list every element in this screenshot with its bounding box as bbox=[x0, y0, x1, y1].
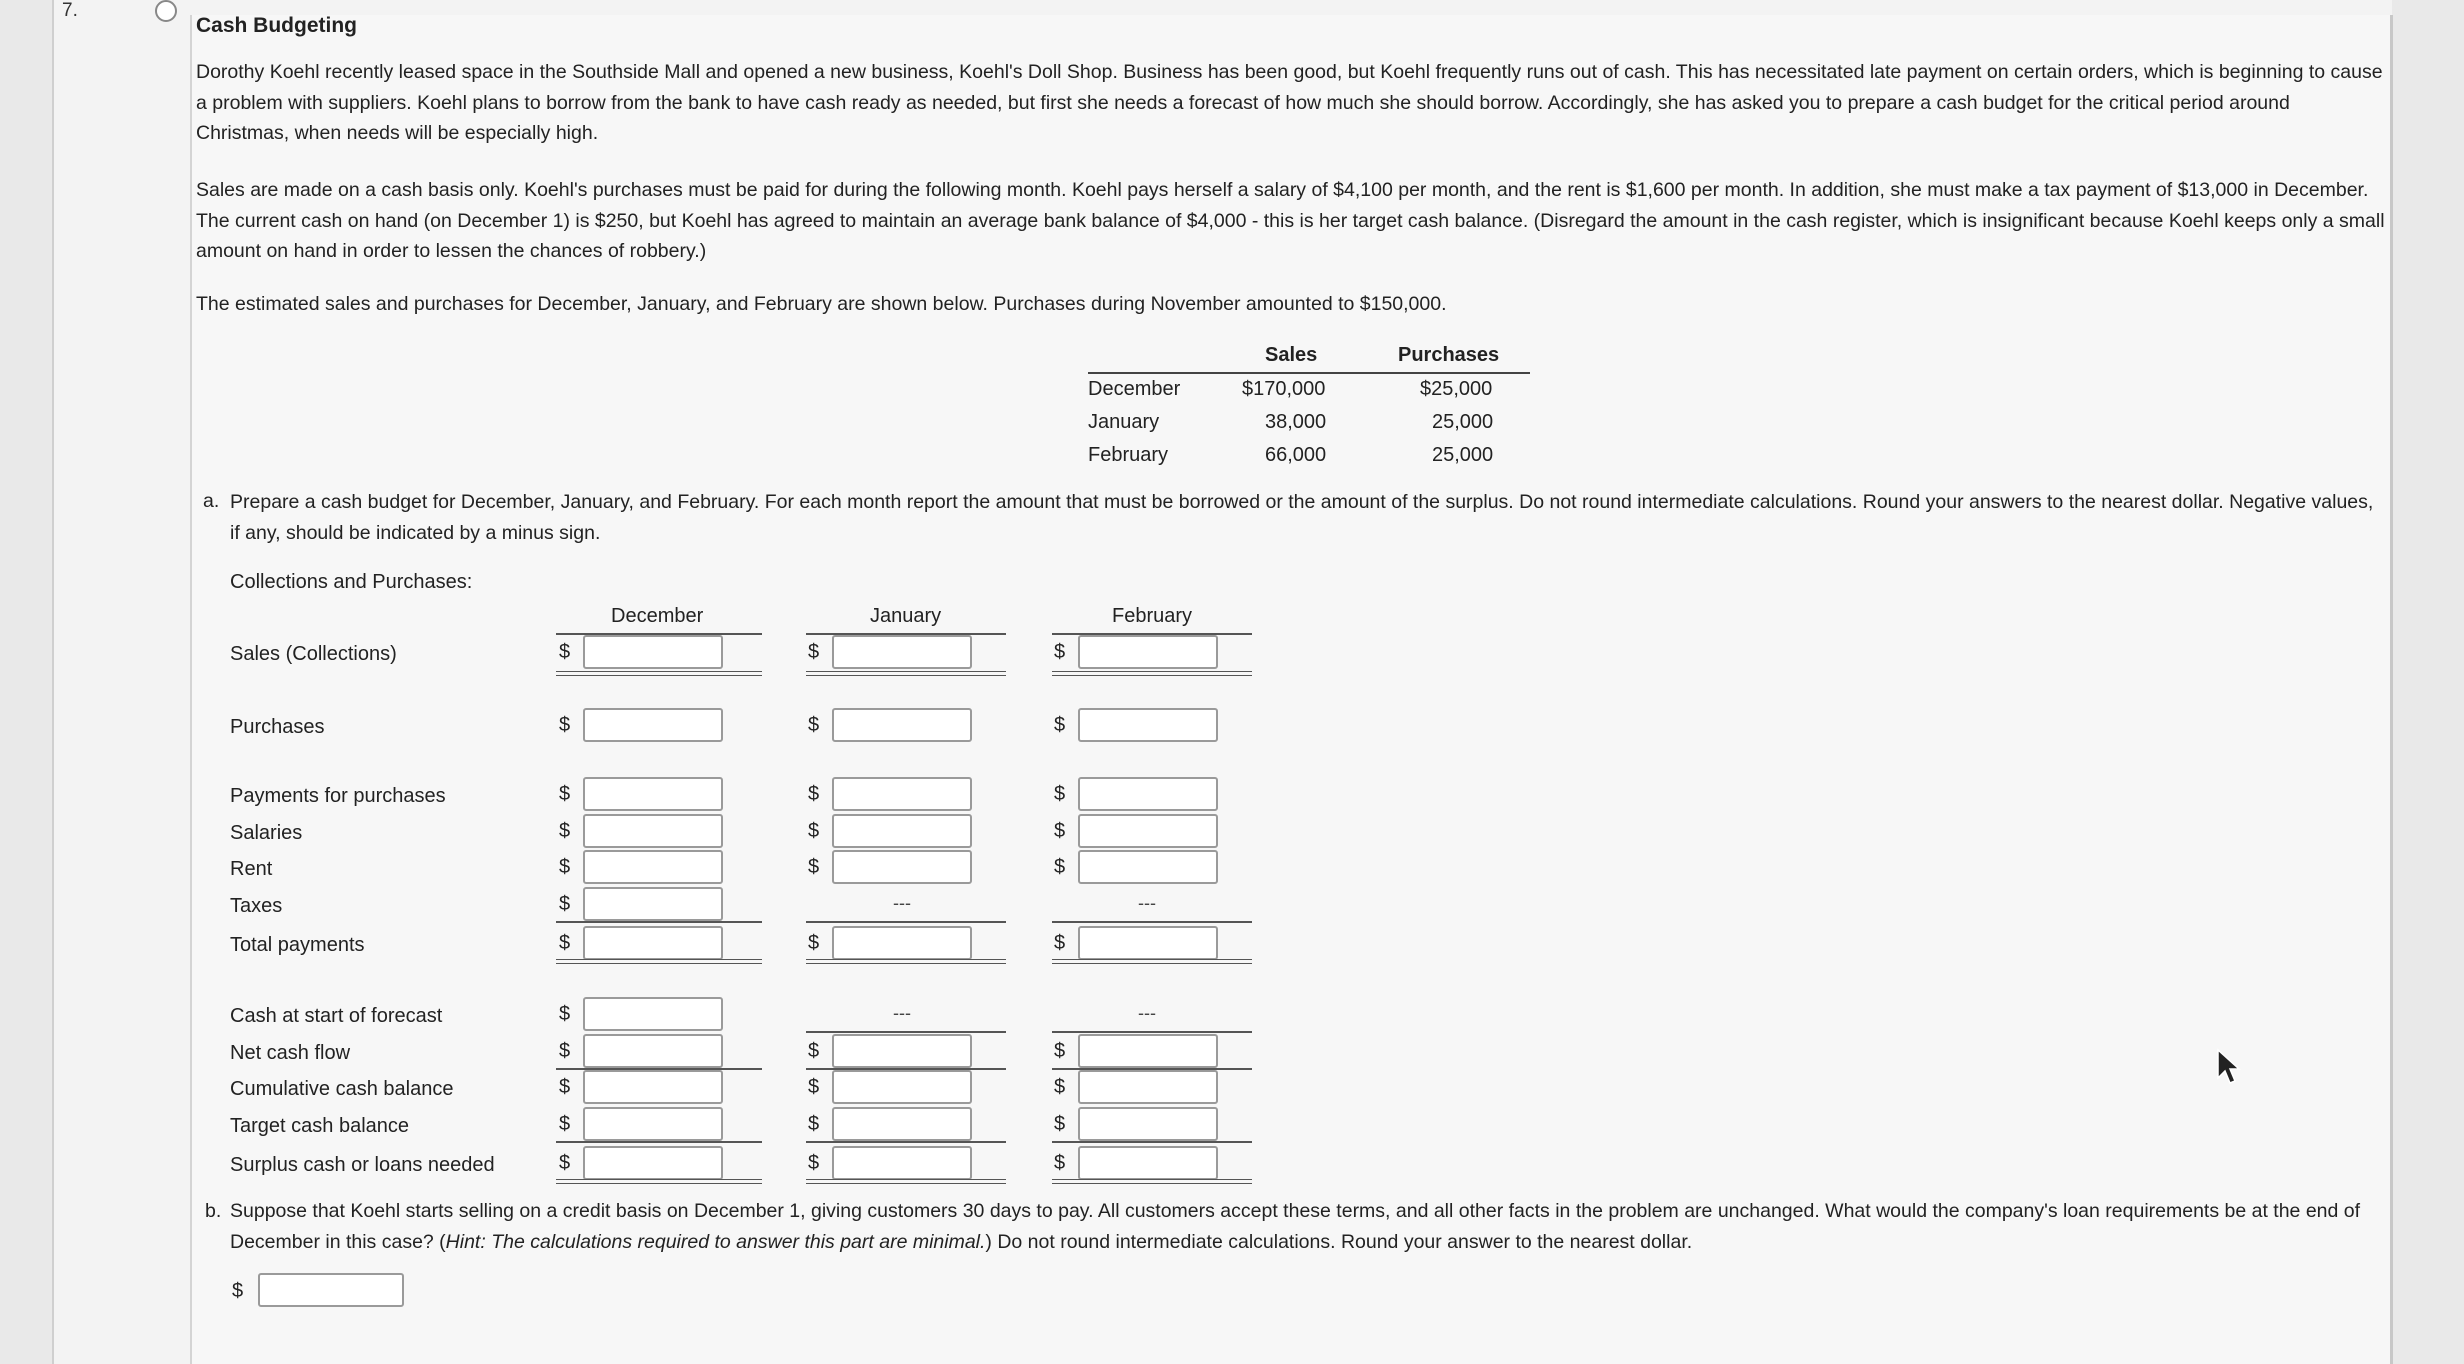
table-month: February bbox=[1088, 444, 1169, 466]
dollar-sign: $ bbox=[808, 932, 820, 954]
dollar-sign: $ bbox=[808, 820, 820, 842]
row-label-total-payments: Total payments bbox=[230, 934, 365, 956]
input-purchases-december[interactable] bbox=[583, 708, 723, 742]
input-net-flow-february[interactable] bbox=[1078, 1034, 1218, 1068]
input-cumulative-january[interactable] bbox=[832, 1070, 972, 1104]
double-underline bbox=[556, 1179, 762, 1184]
input-rent-february[interactable] bbox=[1078, 850, 1218, 884]
table-purchases-value: $25,000 bbox=[1420, 378, 1493, 400]
input-sales-january[interactable] bbox=[832, 635, 972, 669]
input-target-january[interactable] bbox=[832, 1107, 972, 1141]
dollar-sign: $ bbox=[1054, 714, 1066, 736]
dollar-sign: $ bbox=[1054, 783, 1066, 805]
part-b-prefix: b. bbox=[205, 1200, 222, 1222]
hint-text: The calculations required to answer this part are minimal. bbox=[485, 1230, 986, 1253]
cash-start-placeholder-dash: --- bbox=[1138, 1003, 1156, 1023]
dollar-sign: $ bbox=[808, 783, 820, 805]
dollar-sign: $ bbox=[808, 1040, 820, 1062]
input-payments-february[interactable] bbox=[1078, 777, 1218, 811]
double-underline bbox=[806, 671, 1006, 676]
dollar-sign: $ bbox=[559, 856, 571, 878]
dollar-sign: $ bbox=[1054, 1152, 1066, 1174]
input-sales-february[interactable] bbox=[1078, 635, 1218, 669]
double-underline bbox=[1052, 1179, 1252, 1184]
input-salaries-february[interactable] bbox=[1078, 814, 1218, 848]
row-label-sales: Sales (Collections) bbox=[230, 643, 397, 665]
column-header-january: January bbox=[870, 605, 942, 627]
input-sales-december[interactable] bbox=[583, 635, 723, 669]
dollar-sign: $ bbox=[559, 1040, 571, 1062]
dollar-sign: $ bbox=[559, 820, 571, 842]
taxes-placeholder-dash: --- bbox=[893, 893, 911, 913]
subtotal-rule bbox=[1052, 921, 1252, 923]
table-header-purchases: Purchases bbox=[1398, 344, 1500, 366]
subtotal-rule bbox=[806, 1141, 1006, 1143]
mouse-pointer-icon bbox=[2216, 1048, 2242, 1086]
row-label-salaries: Salaries bbox=[230, 822, 303, 844]
subtotal-rule bbox=[556, 921, 762, 923]
section-label: Collections and Purchases: bbox=[230, 571, 473, 593]
table-purchases-value: 25,000 bbox=[1432, 411, 1494, 433]
row-label-cash-start: Cash at start of forecast bbox=[230, 1005, 443, 1027]
dollar-sign: $ bbox=[1054, 1076, 1066, 1098]
input-net-flow-january[interactable] bbox=[832, 1034, 972, 1068]
input-purchases-february[interactable] bbox=[1078, 708, 1218, 742]
input-surplus-february[interactable] bbox=[1078, 1146, 1218, 1180]
part-b-text-1: Suppose that Koehl starts selling on a credit basis on December 1, giving customers 30 days to pay. All customers accept these terms, and all other facts in the problem are unchanged. What would the company's loan requirements be at the end of December in this case? ( bbox=[230, 1200, 2361, 1253]
input-rent-january[interactable] bbox=[832, 850, 972, 884]
table-sales-value: 66,000 bbox=[1265, 444, 1327, 466]
row-label-target: Target cash balance bbox=[230, 1115, 410, 1137]
column-header-december: December bbox=[611, 605, 704, 627]
column-header-february: February bbox=[1112, 605, 1193, 627]
dollar-sign: $ bbox=[808, 1113, 820, 1135]
table-sales-value: 38,000 bbox=[1265, 411, 1327, 433]
double-underline bbox=[806, 1179, 1006, 1184]
row-label-payments: Payments for purchases bbox=[230, 785, 446, 807]
subtotal-rule bbox=[1052, 1141, 1252, 1143]
input-loan-requirements[interactable] bbox=[258, 1273, 404, 1307]
dollar-sign: $ bbox=[232, 1280, 244, 1302]
dollar-sign: $ bbox=[808, 856, 820, 878]
dollar-sign: $ bbox=[808, 641, 820, 663]
input-target-december[interactable] bbox=[583, 1107, 723, 1141]
intro-paragraph-1: Dorothy Koehl recently leased space in the Southside Mall and opened a new business, Koehl's Doll Shop. Business has been good, but Koehl frequently runs out of cash. This has necessitated late payment on certain orders, which is beginning to cause a problem with suppliers. Koehl plans to borrow from the bank to have cash ready as needed, but first she needs a forecast of how much she should borrow. Accordingly, she has asked you to prepare a cash budget for the critical period around Christmas, when needs will be especially high. bbox=[196, 61, 2383, 144]
input-total-february[interactable] bbox=[1078, 926, 1218, 960]
hint-label: Hint: bbox=[445, 1230, 486, 1253]
input-purchases-january[interactable] bbox=[832, 708, 972, 742]
row-label-cumulative: Cumulative cash balance bbox=[230, 1078, 454, 1100]
dollar-sign: $ bbox=[1054, 932, 1066, 954]
double-underline bbox=[556, 671, 762, 676]
subtotal-rule bbox=[806, 921, 1006, 923]
part-b-text bbox=[230, 1196, 2380, 1257]
dollar-sign: $ bbox=[559, 1152, 571, 1174]
input-surplus-january[interactable] bbox=[832, 1146, 972, 1180]
table-purchases-value: 25,000 bbox=[1432, 444, 1494, 466]
dollar-sign: $ bbox=[559, 893, 571, 915]
input-payments-december[interactable] bbox=[583, 777, 723, 811]
dollar-sign: $ bbox=[559, 1113, 571, 1135]
double-underline bbox=[1052, 959, 1252, 964]
table-month: January bbox=[1088, 411, 1160, 433]
double-underline bbox=[806, 959, 1006, 964]
dollar-sign: $ bbox=[559, 714, 571, 736]
part-a-prefix: a. bbox=[203, 490, 220, 512]
scrollbar-track[interactable] bbox=[2390, 15, 2393, 1364]
question-number: 7. bbox=[62, 0, 78, 21]
table-month: December bbox=[1088, 378, 1181, 400]
input-salaries-december[interactable] bbox=[583, 814, 723, 848]
double-underline bbox=[1052, 671, 1252, 676]
part-a-text: Prepare a cash budget for December, January, and February. For each month report the amount that must be borrowed or the amount of the surplus. Do not round intermediate calculations. Round your answers to the nearest dollar. Negative values, if any, should be indicated by a minus sign. bbox=[230, 491, 2374, 544]
row-label-rent: Rent bbox=[230, 858, 273, 880]
input-taxes-december[interactable] bbox=[583, 887, 723, 921]
table-sales-value: $170,000 bbox=[1242, 378, 1326, 400]
dollar-sign: $ bbox=[1054, 1040, 1066, 1062]
row-label-net-cash-flow: Net cash flow bbox=[230, 1042, 351, 1064]
input-payments-january[interactable] bbox=[832, 777, 972, 811]
intro-paragraph-2: Sales are made on a cash basis only. Koehl's purchases must be paid for during the following month. Koehl pays herself a salary of $4,100 per month, and the rent is $1,600 per month. In addition, she must make a tax payment of $13,000 in December. The current cash on hand (on December 1) is $250, but Koehl has agreed to maintain an average bank balance of $4,000 - this is her target cash balance. (Disregard the amount in the cash register, which is insignificant because Koehl keeps only a small amount on hand in order to lessen the chances of robbery.) bbox=[196, 179, 2385, 262]
dollar-sign: $ bbox=[808, 1076, 820, 1098]
part-b-text-2: ) Do not round intermediate calculations. Round your answer to the nearest dollar. bbox=[985, 1230, 1693, 1253]
dollar-sign: $ bbox=[1054, 856, 1066, 878]
dollar-sign: $ bbox=[559, 1076, 571, 1098]
input-cumulative-february[interactable] bbox=[1078, 1070, 1218, 1104]
input-net-flow-december[interactable] bbox=[583, 1034, 723, 1068]
intro-paragraph-3: The estimated sales and purchases for December, January, and February are shown below. Purchases during November amounted to $150,000. bbox=[196, 293, 1447, 315]
subtotal-rule bbox=[806, 1031, 1006, 1033]
question-radio[interactable] bbox=[155, 0, 177, 22]
table-header-rule bbox=[1088, 372, 1530, 374]
input-cumulative-december[interactable] bbox=[583, 1070, 723, 1104]
row-label-purchases: Purchases bbox=[230, 716, 325, 738]
input-rent-december[interactable] bbox=[583, 850, 723, 884]
subtotal-rule bbox=[556, 1141, 762, 1143]
input-total-january[interactable] bbox=[832, 926, 972, 960]
dollar-sign: $ bbox=[559, 783, 571, 805]
row-label-taxes: Taxes bbox=[230, 895, 283, 917]
input-target-february[interactable] bbox=[1078, 1107, 1218, 1141]
cash-start-placeholder-dash: --- bbox=[893, 1003, 911, 1023]
dollar-sign: $ bbox=[559, 1003, 571, 1025]
dollar-sign: $ bbox=[808, 1152, 820, 1174]
double-underline bbox=[556, 959, 762, 964]
dollar-sign: $ bbox=[559, 932, 571, 954]
dollar-sign: $ bbox=[1054, 820, 1066, 842]
input-surplus-december[interactable] bbox=[583, 1146, 723, 1180]
table-header-sales: Sales bbox=[1265, 344, 1318, 366]
row-label-surplus: Surplus cash or loans needed bbox=[230, 1154, 495, 1176]
dollar-sign: $ bbox=[808, 714, 820, 736]
taxes-placeholder-dash: --- bbox=[1138, 893, 1156, 913]
dollar-sign: $ bbox=[559, 641, 571, 663]
input-salaries-january[interactable] bbox=[832, 814, 972, 848]
question-title: Cash Budgeting bbox=[196, 14, 357, 37]
input-total-december[interactable] bbox=[583, 926, 723, 960]
dollar-sign: $ bbox=[1054, 1113, 1066, 1135]
input-cash-start-december[interactable] bbox=[583, 997, 723, 1031]
dollar-sign: $ bbox=[1054, 641, 1066, 663]
subtotal-rule bbox=[1052, 1031, 1252, 1033]
